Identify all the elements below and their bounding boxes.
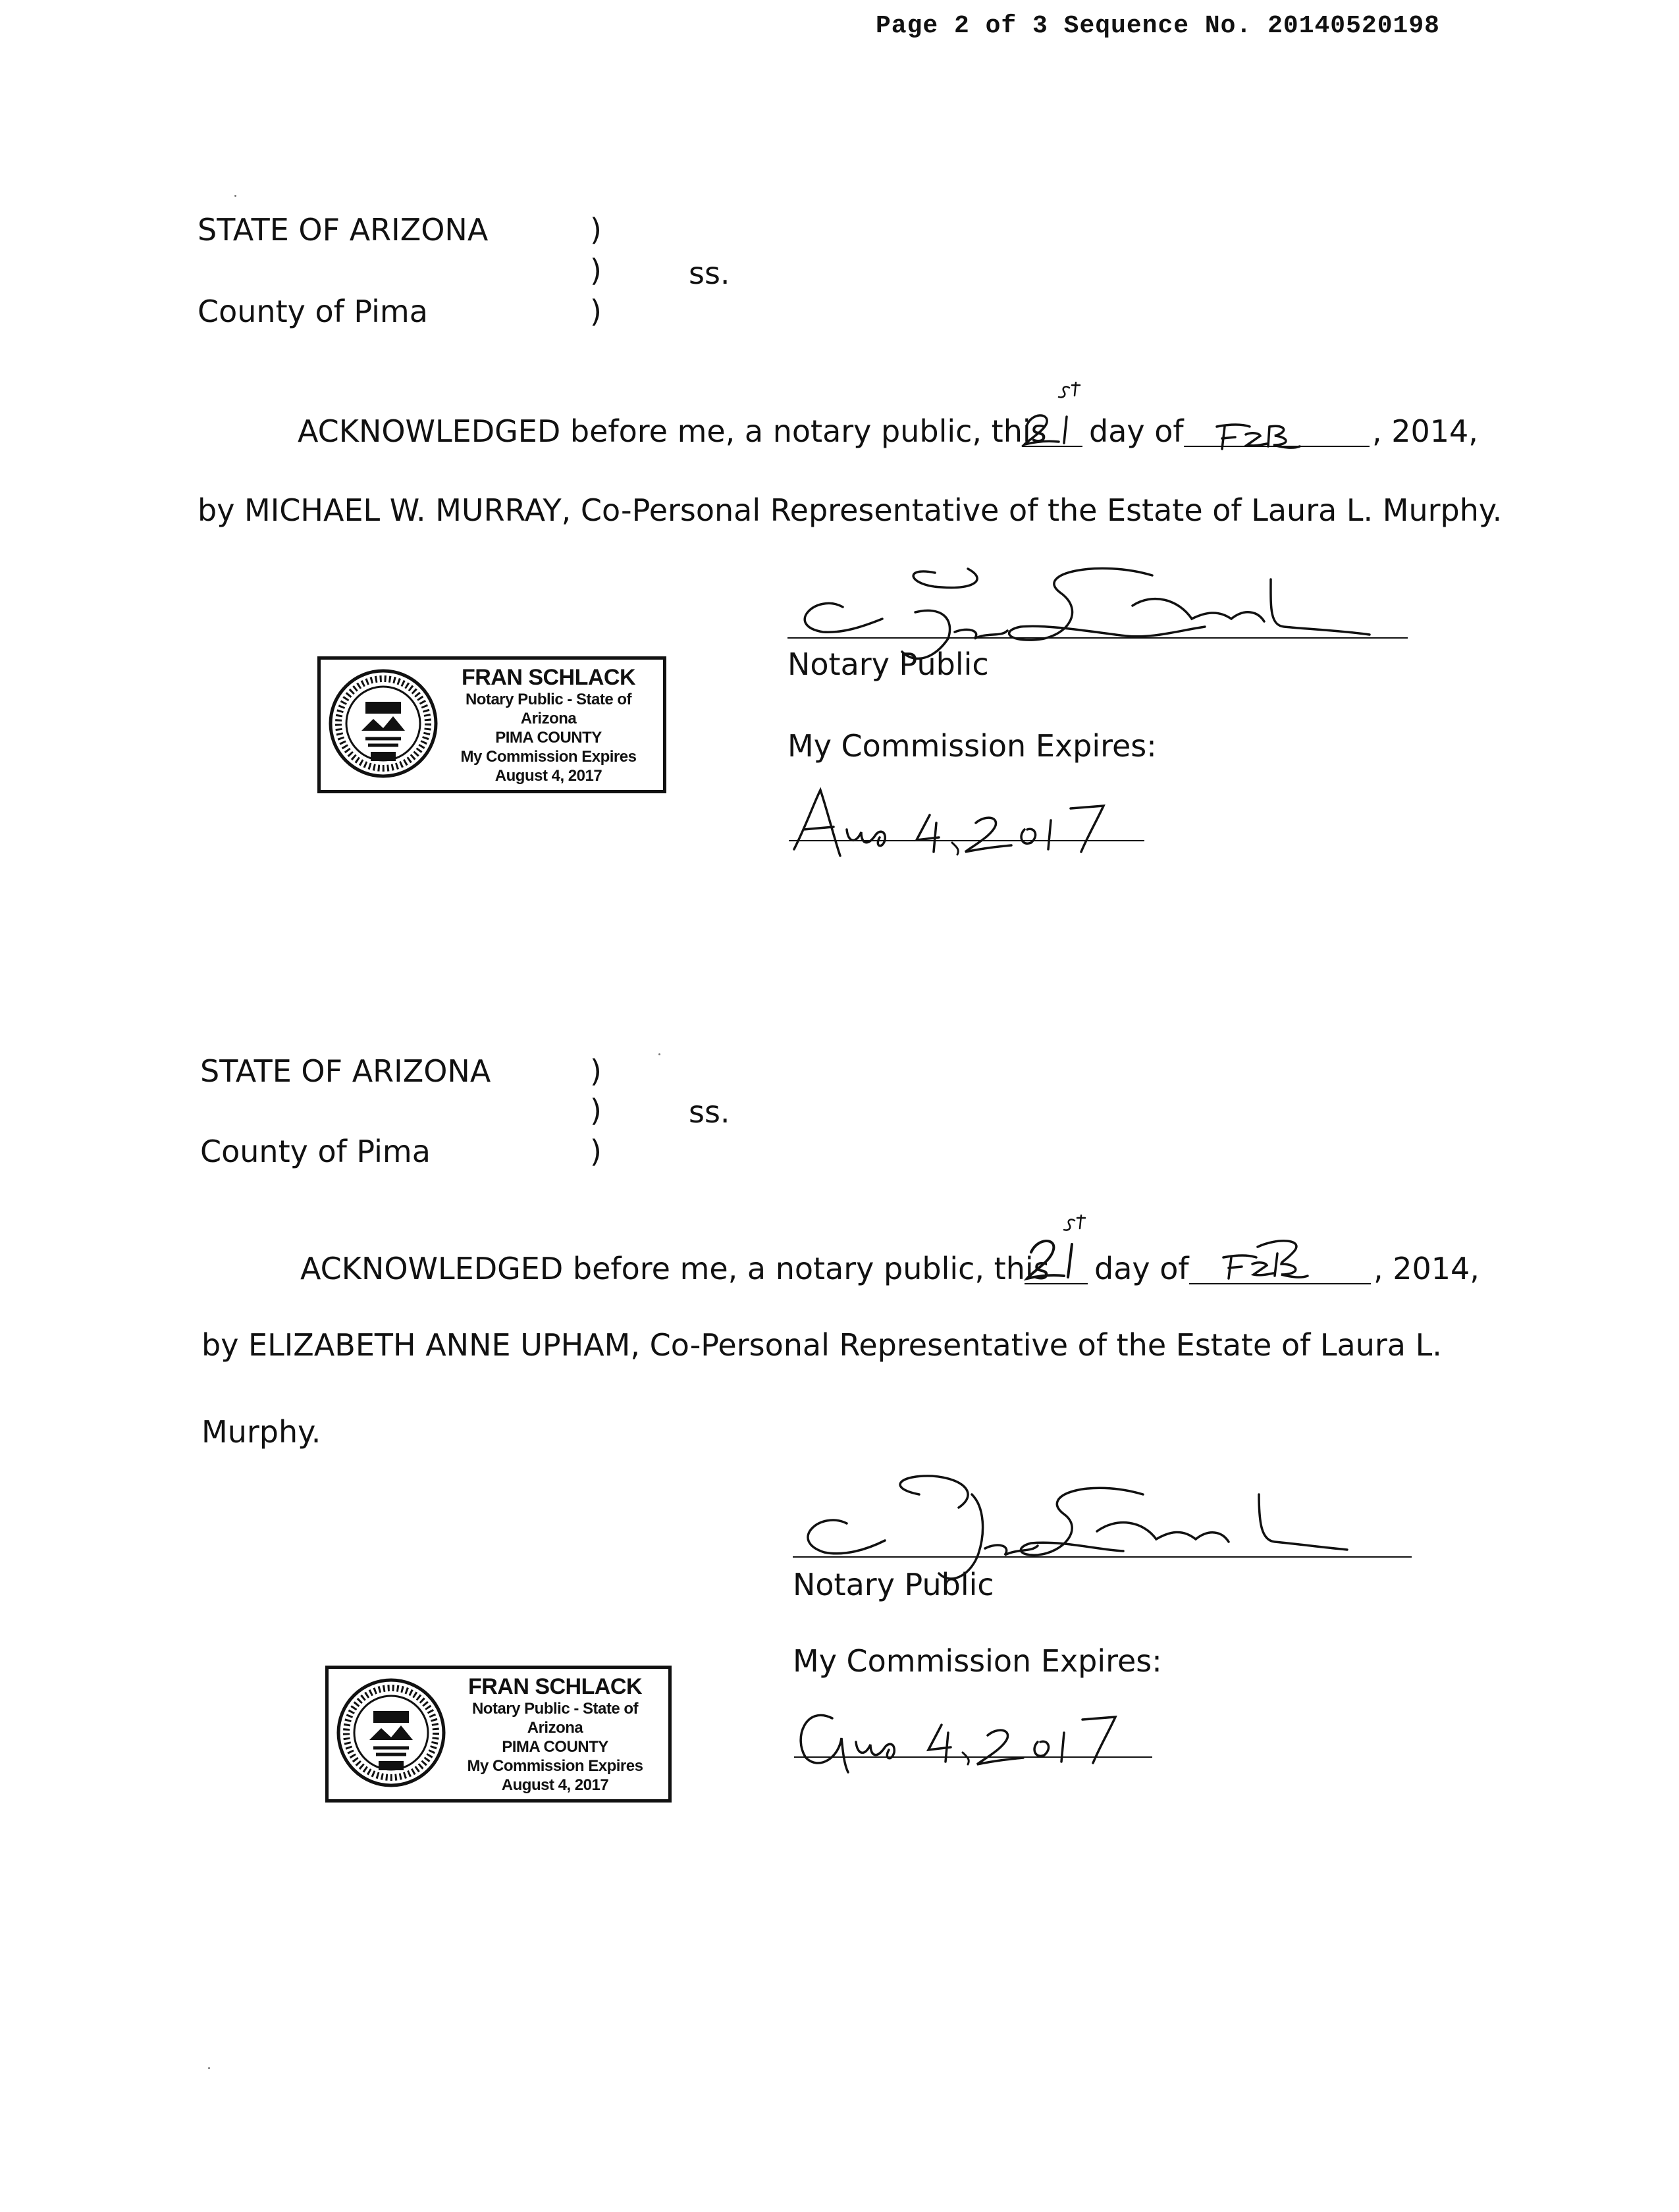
commission-label-2: My Commission Expires:	[793, 1643, 1162, 1679]
stamp-text-2	[447, 1674, 663, 1795]
state-seal-icon	[335, 1677, 447, 1789]
by-line-2-cont: Murphy.	[201, 1414, 321, 1450]
stamp-line-2: Notary Public - State of Arizona	[471, 1700, 639, 1737]
ack-prefix-2: ACKNOWLEDGED before me, a notary public, this	[300, 1251, 1050, 1286]
stamp-line-5: August 4, 2017	[494, 767, 602, 785]
ack-suffix-1: , 2014,	[1372, 413, 1478, 449]
paren-2a: )	[590, 1053, 602, 1089]
stamp-line-3: PIMA COUNTY	[502, 1738, 608, 1756]
stamp-line-3: PIMA COUNTY	[495, 729, 602, 747]
state-label-2: STATE OF ARIZONA	[200, 1053, 491, 1089]
notary-public-label-2: Notary Public	[793, 1567, 994, 1602]
handwritten-month-1	[1212, 421, 1310, 454]
stamp-name: FRAN SCHLACK	[461, 665, 636, 690]
stamp-name: FRAN SCHLACK	[467, 1674, 643, 1699]
state-seal-icon	[327, 668, 439, 779]
notary-stamp-1	[317, 656, 666, 793]
stamp-line-5: August 4, 2017	[501, 1776, 609, 1794]
ss-label-1: ss.	[689, 255, 730, 291]
handwritten-commission-date-2	[793, 1698, 1135, 1784]
state-label-1: STATE OF ARIZONA	[198, 212, 489, 248]
county-label-1: County of Pima	[198, 294, 428, 329]
paren-1b: )	[590, 253, 602, 288]
notary-public-label-1: Notary Public	[787, 646, 989, 682]
speck-mark	[208, 2067, 210, 2069]
ss-label-2: ss.	[689, 1094, 730, 1130]
handwritten-commission-date-1	[787, 783, 1130, 869]
county-label-2: County of Pima	[200, 1134, 431, 1169]
by-line-1: by MICHAEL W. MURRAY, Co-Personal Representative of the Estate of Laura L. Murphy.	[198, 492, 1503, 528]
paren-2c: )	[590, 1134, 602, 1169]
ack-middle-2: day of	[1094, 1251, 1189, 1286]
ack-suffix-2: , 2014,	[1373, 1251, 1479, 1286]
by-line-2: by ELIZABETH ANNE UPHAM, Co-Personal Representative of the Estate of Laura L.	[201, 1327, 1442, 1363]
speck-mark	[234, 195, 236, 197]
handwritten-day-1	[1021, 379, 1100, 451]
ack-middle-1: day of	[1089, 413, 1184, 449]
page-header: Page 2 of 3 Sequence No. 20140520198	[876, 12, 1440, 40]
handwritten-month-2	[1218, 1238, 1317, 1284]
commission-label-1: My Commission Expires:	[787, 728, 1157, 764]
stamp-line-4: My Commission Expires	[460, 748, 637, 766]
notary-stamp-2	[325, 1666, 672, 1803]
paren-1c: )	[590, 294, 602, 329]
ack-prefix-1: ACKNOWLEDGED before me, a notary public, this	[298, 413, 1047, 449]
stamp-line-4: My Commission Expires	[467, 1757, 643, 1775]
paren-2b: )	[590, 1093, 602, 1128]
handwritten-day-2	[1025, 1211, 1104, 1284]
speck-mark	[658, 1053, 660, 1055]
paren-1a: )	[590, 212, 602, 248]
stamp-text-1	[439, 665, 658, 785]
stamp-line-2: Notary Public - State of Arizona	[465, 691, 632, 727]
